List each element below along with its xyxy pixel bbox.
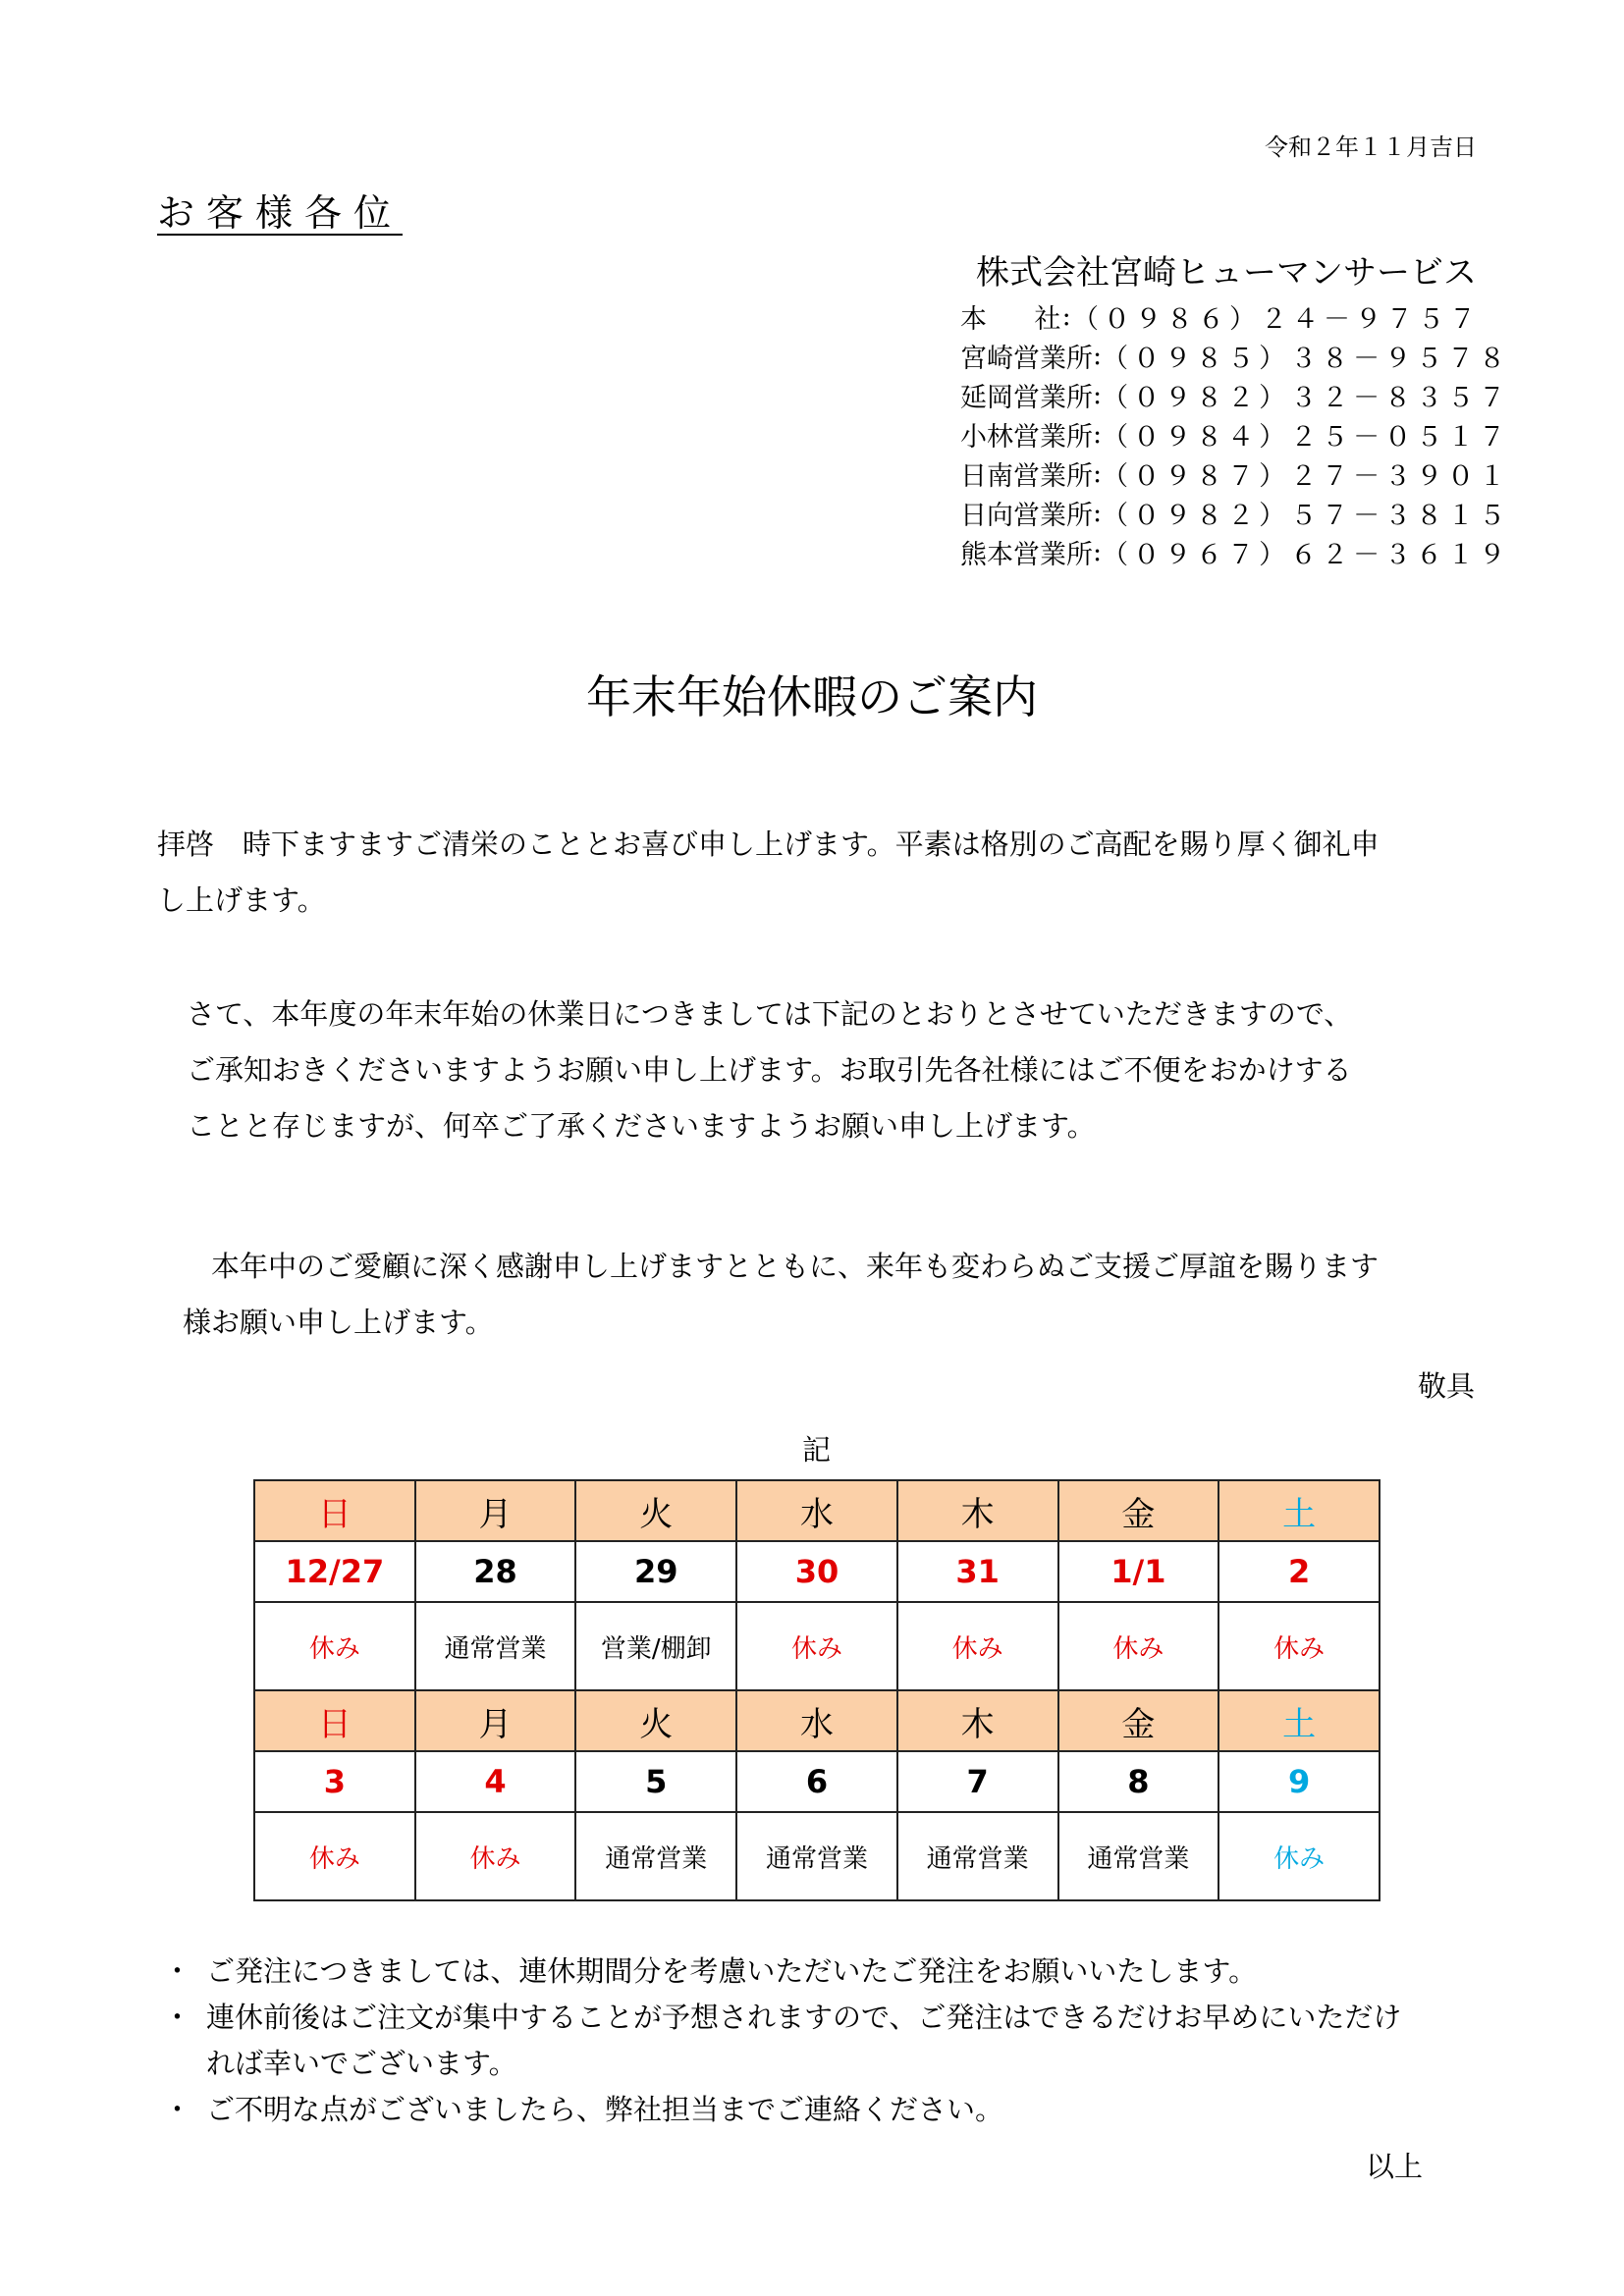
status-cell: 休み <box>897 1602 1058 1690</box>
status-cell: 休み <box>1218 1812 1380 1900</box>
office-name: 日南営業所 <box>960 460 1093 492</box>
status-cell: 休み <box>1058 1602 1219 1690</box>
weekday-mon: 月 <box>415 1690 576 1751</box>
text-line: 拝啓 時下ますますご清栄のこととお喜び申し上げます。平素は格別のご高配を賜り厚く御礼申 <box>157 828 1380 861</box>
office-row: 本社 : （０９８６）２４－９７５７ <box>960 296 1481 336</box>
weekday-sat: 土 <box>1218 1690 1380 1751</box>
date-cell: 6 <box>736 1751 897 1812</box>
status-cell: 営業/棚卸 <box>575 1602 736 1690</box>
date-cell: 3 <box>254 1751 415 1812</box>
bullet: ・ <box>163 2001 192 2034</box>
office-phone: （０９８２）３２－８３５７ <box>1102 382 1511 413</box>
holiday-calendar <box>253 1479 1380 1901</box>
weekday-sun: 日 <box>254 1690 415 1751</box>
text-line: れば幸いでございます。 <box>206 2047 517 2080</box>
issue-date: 令和２年１１月吉日 <box>1265 133 1477 161</box>
office-name: 小林営業所 <box>960 421 1093 453</box>
date-cell: 1/1 <box>1058 1541 1219 1602</box>
weekday-header-row <box>254 1690 1380 1751</box>
note-item <box>157 2087 1483 2133</box>
text-line: さて、本年度の年末年始の休業日につきましては下記のとおりとさせていただきますので、 <box>187 997 1353 1031</box>
notes-list <box>157 1949 1483 2133</box>
status-cell: 休み <box>415 1812 576 1900</box>
date-cell: 9 <box>1218 1751 1380 1812</box>
document-title: 年末年始休暇のご案内 <box>586 670 1038 723</box>
status-cell: 休み <box>254 1602 415 1690</box>
weekday-thu: 木 <box>897 1690 1058 1751</box>
office-name: 本社 <box>960 303 1061 335</box>
text-line: ご承知おきくださいますようお願い申し上げます。お取引先各社様にはご不便をおかけする <box>187 1053 1352 1087</box>
status-row <box>254 1602 1380 1690</box>
office-row: 日南営業所 : （０９８７）２７－３９０１ <box>960 454 1481 493</box>
status-cell: 通常営業 <box>1058 1812 1219 1900</box>
office-row: 小林営業所 : （０９８４）２５－０５１７ <box>960 414 1481 454</box>
date-cell: 8 <box>1058 1751 1219 1812</box>
office-phone: （０９８６）２４－９７５７ <box>1072 303 1481 335</box>
office-name: 延岡営業所 <box>960 382 1093 413</box>
text-line: 様お願い申し上げます。 <box>183 1306 494 1339</box>
status-cell: 通常営業 <box>736 1812 897 1900</box>
date-cell: 12/27 <box>254 1541 415 1602</box>
status-cell: 通常営業 <box>897 1812 1058 1900</box>
text-line: 連休前後はご注文が集中することが予想されますので、ご発注はできるだけお早めにいただけ <box>206 2001 1402 2034</box>
date-cell: 28 <box>415 1541 576 1602</box>
status-cell: 休み <box>1218 1602 1380 1690</box>
status-cell: 通常営業 <box>575 1812 736 1900</box>
weekday-sun: 日 <box>254 1480 415 1541</box>
text-line: ことと存じますが、何卒ご了承くださいますようお願い申し上げます。 <box>187 1109 1096 1143</box>
office-name: 熊本営業所 <box>960 539 1093 570</box>
date-cell: 29 <box>575 1541 736 1602</box>
office-phone: （０９８４）２５－０５１７ <box>1102 421 1511 453</box>
date-row <box>254 1751 1380 1812</box>
note-item <box>157 1995 1483 2087</box>
office-list <box>960 296 1511 571</box>
office-row: 熊本営業所 : （０９６７）６２－３６１９ <box>960 532 1481 571</box>
notice-paragraph <box>187 987 1352 1154</box>
date-row <box>254 1541 1380 1602</box>
bullet: ・ <box>163 2093 192 2126</box>
recipient: お客様各位 <box>157 191 404 235</box>
weekday-mon: 月 <box>415 1480 576 1541</box>
bullet: ・ <box>163 1954 192 1988</box>
weekday-tue: 火 <box>575 1690 736 1751</box>
weekday-thu: 木 <box>897 1480 1058 1541</box>
office-phone: （０９８７）２７－３９０１ <box>1102 460 1511 492</box>
note-item <box>157 1949 1483 1995</box>
date-cell: 5 <box>575 1751 736 1812</box>
date-cell: 30 <box>736 1541 897 1602</box>
status-row <box>254 1812 1380 1900</box>
office-row: 日向営業所 : （０９８２）５７－３８１５ <box>960 493 1481 532</box>
greeting-paragraph <box>157 817 1380 929</box>
office-row: 宮崎営業所 : （０９８５）３８－９５７８ <box>960 336 1481 375</box>
office-name: 日向営業所 <box>960 500 1093 531</box>
text-line: ご発注につきましては、連休期間分を考慮いただいたご発注をお願いいたします。 <box>206 1954 1258 1988</box>
text-line: 本年中のご愛顧に深く感謝申し上げますとともに、来年も変わらぬご支援ご厚誼を賜ります <box>183 1250 1380 1283</box>
office-name: 宮崎営業所 <box>960 343 1093 374</box>
weekday-wed: 水 <box>736 1480 897 1541</box>
office-phone: （０９６７）６２－３６１９ <box>1102 539 1511 570</box>
date-cell: 7 <box>897 1751 1058 1812</box>
text-line: し上げます。 <box>157 883 326 917</box>
closing-word: 敬具 <box>1417 1369 1475 1403</box>
weekday-tue: 火 <box>575 1480 736 1541</box>
status-cell: 休み <box>254 1812 415 1900</box>
date-cell: 2 <box>1218 1541 1380 1602</box>
thanks-paragraph <box>183 1239 1379 1351</box>
weekday-fri: 金 <box>1058 1480 1219 1541</box>
weekday-wed: 水 <box>736 1690 897 1751</box>
weekday-fri: 金 <box>1058 1690 1219 1751</box>
text-line: ご不明な点がございましたら、弊社担当までご連絡ください。 <box>206 2093 1004 2126</box>
office-phone: （０９８２）５７－３８１５ <box>1102 500 1511 531</box>
ki-mark: 記 <box>802 1433 832 1467</box>
date-cell: 4 <box>415 1751 576 1812</box>
status-cell: 通常営業 <box>415 1602 576 1690</box>
end-mark: 以上 <box>1365 2150 1423 2183</box>
company-name: 株式会社宮崎ヒューマンサービス <box>976 253 1477 293</box>
office-phone: （０９８５）３８－９５７８ <box>1102 343 1511 374</box>
office-row: 延岡営業所 : （０９８２）３２－８３５７ <box>960 375 1481 414</box>
status-cell: 休み <box>736 1602 897 1690</box>
weekday-header-row <box>254 1480 1380 1541</box>
date-cell: 31 <box>897 1541 1058 1602</box>
weekday-sat: 土 <box>1218 1480 1380 1541</box>
